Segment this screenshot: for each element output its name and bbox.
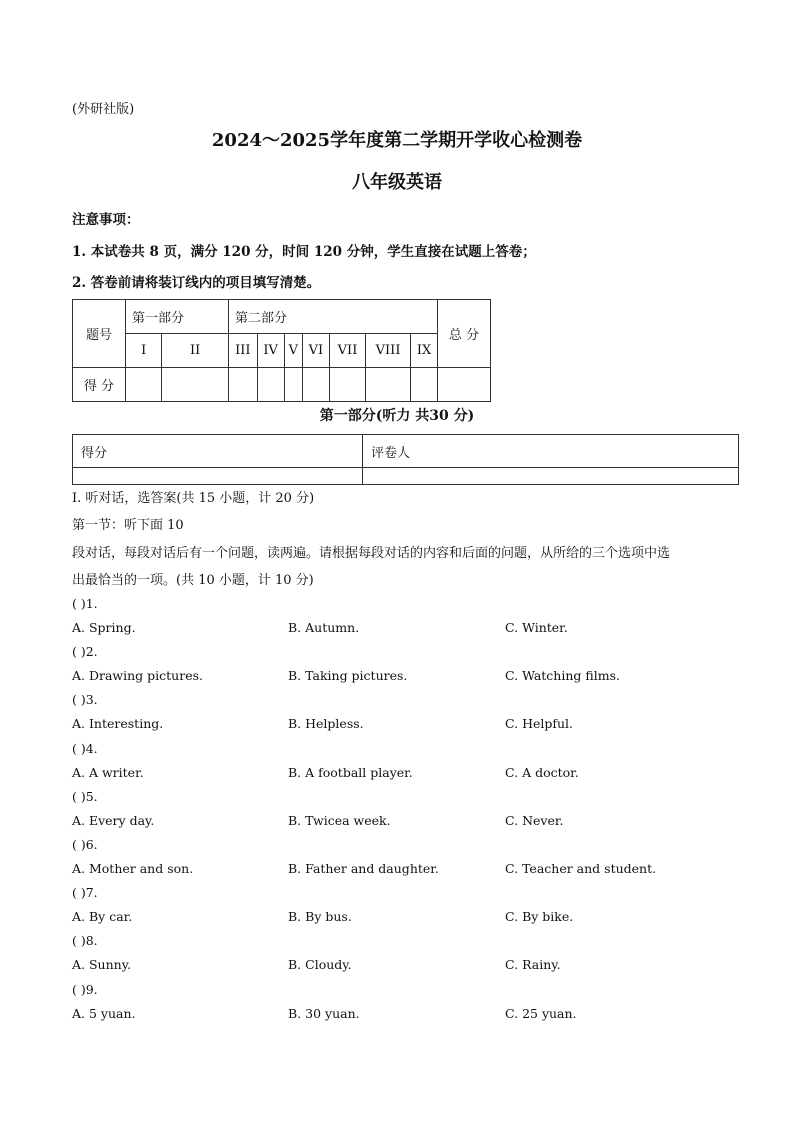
option-b: B. Father and daughter. xyxy=(288,861,439,876)
option-a: A. Drawing pictures. xyxy=(72,668,203,684)
grader-table xyxy=(72,434,739,485)
score-cell[interactable] xyxy=(302,368,329,402)
numeral-cell: IX xyxy=(411,334,438,368)
score-cell[interactable] xyxy=(329,368,365,402)
note-item: 2. 答卷前请将装订线内的项目填写清楚。 xyxy=(72,275,321,291)
option-a: A. Interesting. xyxy=(72,716,164,732)
score-cell[interactable] xyxy=(229,368,258,402)
part-title: 第一部分(听力 共30 分) xyxy=(319,408,475,424)
notes-heading: 注意事项： xyxy=(72,212,140,228)
option-a: A. 5 yuan. xyxy=(72,1005,136,1021)
option-b: B. A football player. xyxy=(288,764,413,780)
option-c: C. Never. xyxy=(505,812,564,828)
score-row-label: 得 分 xyxy=(73,368,126,402)
row-label: 题号 xyxy=(73,300,126,368)
option-b: B. Helpless. xyxy=(288,716,364,732)
option-a: A. Every day. xyxy=(72,812,155,828)
option-c: C. A doctor. xyxy=(505,764,579,780)
numeral-cell: VII xyxy=(329,334,365,368)
question-number: ( )2. xyxy=(72,644,98,660)
option-b: B. By bus. xyxy=(288,909,352,925)
option-b: B. Autumn. xyxy=(288,620,360,635)
section-heading: I. 听对话，选答案(共 15 小题，计 20 分) xyxy=(72,491,315,506)
question-number: ( )4. xyxy=(72,740,98,756)
numeral-cell: II xyxy=(162,334,229,368)
option-b: B. Taking pictures. xyxy=(288,668,408,684)
part1-header: 第一部分 xyxy=(126,300,229,334)
exam-subtitle: 八年级英语 xyxy=(352,172,442,193)
total-header: 总 分 xyxy=(438,300,491,368)
numeral-cell: I xyxy=(126,334,162,368)
numeral-cell: VI xyxy=(302,334,329,368)
option-b: B. Twicea week. xyxy=(288,812,391,828)
score-table xyxy=(72,299,491,402)
numeral-cell: IV xyxy=(257,334,284,368)
numeral-cell: III xyxy=(229,334,258,368)
grader-score-cell[interactable] xyxy=(73,468,363,485)
publisher-note: (外研社版) xyxy=(72,102,135,117)
exam-title: 2024～2025学年度第二学期开学收心检测卷 xyxy=(211,130,583,151)
option-c: C. Helpful. xyxy=(505,716,574,732)
question-number: ( )3. xyxy=(72,692,98,708)
option-c: C. Rainy. xyxy=(505,957,561,973)
option-c: C. Watching films. xyxy=(505,668,620,684)
score-cell[interactable] xyxy=(366,368,411,402)
option-b: B. 30 yuan. xyxy=(288,1005,360,1021)
numeral-cell: V xyxy=(284,334,302,368)
note-item: 1. 本试卷共 8 页，满分 120 分，时间 120 分钟，学生直接在试题上答卷； xyxy=(72,244,536,260)
score-cell[interactable] xyxy=(162,368,229,402)
score-cell[interactable] xyxy=(411,368,438,402)
question-number: ( )8. xyxy=(72,933,98,949)
option-b: B. Cloudy. xyxy=(288,957,352,973)
option-c: C. Teacher and student. xyxy=(505,861,657,876)
option-a: A. Sunny. xyxy=(72,957,132,973)
option-a: A. By car. xyxy=(72,909,133,925)
option-a: A. Spring. xyxy=(72,620,136,635)
option-a: A. A writer. xyxy=(72,764,144,780)
question-number: ( )9. xyxy=(72,981,98,997)
grader-name-label: 评卷人 xyxy=(363,435,739,468)
option-c: C. By bike. xyxy=(505,909,574,925)
question-number: ( )5. xyxy=(72,788,98,804)
grader-score-label: 得分 xyxy=(73,435,363,468)
total-score-cell[interactable] xyxy=(438,368,491,402)
instruction-line: 段对话，每段对话后有一个问题，读两遍。请根据每段对话的内容和后面的问题，从所给的三个选项中选 xyxy=(72,546,671,561)
score-cell[interactable] xyxy=(257,368,284,402)
score-cell[interactable] xyxy=(126,368,162,402)
option-c: C. 25 yuan. xyxy=(505,1005,577,1021)
numeral-cell: VIII xyxy=(366,334,411,368)
question-number: ( )1. xyxy=(72,596,98,611)
question-number: ( )6. xyxy=(72,837,98,852)
grader-name-cell[interactable] xyxy=(363,468,739,485)
sub-heading: 第一节：听下面 10 xyxy=(72,518,184,533)
option-a: A. Mother and son. xyxy=(72,861,194,876)
option-c: C. Winter. xyxy=(505,620,568,635)
score-cell[interactable] xyxy=(284,368,302,402)
instruction-line: 出最恰当的一项。(共 10 小题，计 10 分) xyxy=(72,573,314,588)
part2-header: 第二部分 xyxy=(229,300,438,334)
question-number: ( )7. xyxy=(72,885,98,901)
